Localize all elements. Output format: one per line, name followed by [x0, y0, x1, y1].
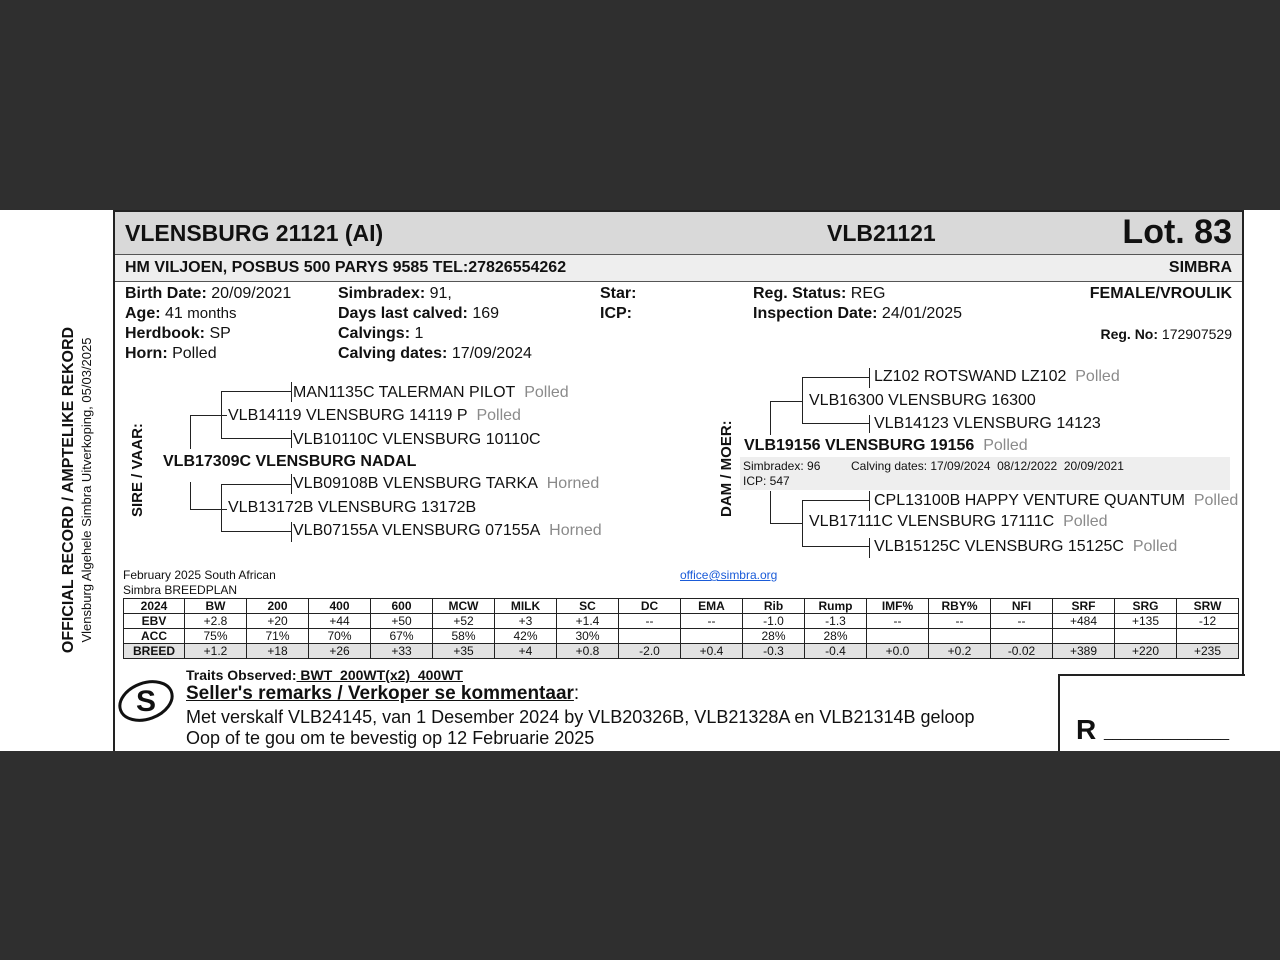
acc-cell	[681, 629, 743, 644]
sire-dam: VLB13172B VLENSBURG 13172B	[228, 499, 477, 516]
acc-cell: 42%	[495, 629, 557, 644]
breed-cell: +220	[1115, 644, 1177, 659]
simbradex: Simbradex: 91,	[338, 285, 452, 302]
acc-cell: 28%	[805, 629, 867, 644]
breed-cell: +35	[433, 644, 495, 659]
ebv-header-row	[124, 599, 1239, 614]
ebv-row	[124, 614, 1239, 629]
acc-cell	[1053, 629, 1115, 644]
dam-dam-sire: CPL13100B HAPPY VENTURE QUANTUM Polled	[874, 492, 1239, 509]
acc-cell: 75%	[185, 629, 247, 644]
breed-cell: -0.4	[805, 644, 867, 659]
dam-simbradex: Simbradex: 96	[743, 459, 821, 473]
col-header: 400	[309, 599, 371, 614]
acc-cell: 58%	[433, 629, 495, 644]
owner-info: HM VILJOEN, POSBUS 500 PARYS 9585 TEL:27826554262	[125, 259, 567, 276]
reg-status: Reg. Status: REG	[753, 285, 886, 302]
acc-cell	[1115, 629, 1177, 644]
col-header: MILK	[495, 599, 557, 614]
breed-cell: -0.02	[991, 644, 1053, 659]
dam-sire-sire: LZ102 ROTSWAND LZ102 Polled	[874, 368, 1120, 385]
price-blank[interactable]: _______________	[1104, 724, 1230, 741]
acc-row	[124, 629, 1239, 644]
col-header: SC	[557, 599, 619, 614]
acc-cell	[1177, 629, 1239, 644]
col-header: IMF%	[867, 599, 929, 614]
remarks-line1: Met verskalf VLB24145, van 1 Desember 2024 by VLB20326B, VLB21328A en VLB21314B geloop	[186, 707, 975, 727]
icp-label: ICP:	[600, 305, 632, 322]
row-label: BREED	[124, 644, 185, 659]
breedplan-line2: Simbra BREEDPLAN	[123, 583, 238, 597]
calving-dates: Calving dates: 17/09/2024	[338, 345, 532, 362]
col-header: EMA	[681, 599, 743, 614]
sire-dam-dam: VLB07155A VLENSBURG 07155A Horned	[293, 522, 602, 539]
ebv-cell: --	[867, 614, 929, 629]
ebv-cell: +3	[495, 614, 557, 629]
simbra-logo-icon	[116, 678, 176, 724]
col-header: 600	[371, 599, 433, 614]
age: Age: 41 months	[125, 305, 237, 322]
col-header: SRW	[1177, 599, 1239, 614]
breed-name: SIMBRA	[1168, 259, 1232, 276]
animal-code: VLB21121	[827, 220, 936, 246]
sire-dam-sire: VLB09108B VLENSBURG TARKA Horned	[293, 475, 600, 492]
ebv-cell: +2.8	[185, 614, 247, 629]
horn-status: Horn: Polled	[125, 345, 217, 362]
ebv-year: 2024	[124, 599, 185, 614]
acc-cell	[867, 629, 929, 644]
sire-name: VLB17309C VLENSBURG NADAL	[163, 453, 417, 470]
owner-bar	[115, 255, 1242, 282]
star-label: Star:	[600, 285, 637, 302]
col-header: 200	[247, 599, 309, 614]
breed-cell: -2.0	[619, 644, 681, 659]
dam-sire: VLB16300 VLENSBURG 16300	[809, 392, 1036, 409]
ebv-cell: --	[681, 614, 743, 629]
breed-cell: +18	[247, 644, 309, 659]
breed-cell: -0.3	[743, 644, 805, 659]
birth-date: Birth Date: 20/09/2021	[125, 285, 292, 302]
ebv-cell: +20	[247, 614, 309, 629]
sire-sire-dam: VLB10110C VLENSBURG 10110C	[293, 431, 541, 448]
ebv-cell: +52	[433, 614, 495, 629]
herdbook: Herdbook: SP	[125, 325, 231, 342]
catalogue-sheet	[0, 210, 1280, 751]
animal-name: VLENSBURG 21121 (AI)	[125, 220, 384, 246]
card-left-border	[113, 674, 115, 751]
breedplan-line1: February 2025 South African	[123, 568, 276, 582]
acc-cell: 70%	[309, 629, 371, 644]
breed-cell: +4	[495, 644, 557, 659]
dam-sire-dam: VLB14123 VLENSBURG 14123	[874, 415, 1101, 432]
price-symbol: R	[1076, 714, 1097, 745]
breed-cell: +26	[309, 644, 371, 659]
ebv-cell: -1.3	[805, 614, 867, 629]
ebv-cell: +44	[309, 614, 371, 629]
col-header: Rib	[743, 599, 805, 614]
acc-cell: 30%	[557, 629, 619, 644]
remarks-line2: Oop of te gou om te bevestig op 12 Februarie 2025	[186, 728, 595, 748]
sire-sire: VLB14119 VLENSBURG 14119 P Polled	[228, 407, 521, 424]
dam-calving-dates: Calving dates: 17/09/2024 08/12/2022 20/09/2021	[851, 459, 1124, 473]
dam-details	[740, 457, 1230, 490]
breed-cell: +389	[1053, 644, 1115, 659]
ebv-cell: +50	[371, 614, 433, 629]
ebv-table	[123, 598, 1239, 659]
dam-dam: VLB17111C VLENSBURG 17111C Polled	[809, 513, 1108, 530]
ebv-cell: -12	[1177, 614, 1239, 629]
ebv-cell: --	[991, 614, 1053, 629]
col-header: RBY%	[929, 599, 991, 614]
breed-cell: +235	[1177, 644, 1239, 659]
sire-sire-sire: MAN1135C TALERMAN PILOT Polled	[293, 384, 569, 401]
calvings: Calvings: 1	[338, 325, 424, 342]
ebv-cell: --	[619, 614, 681, 629]
col-header: NFI	[991, 599, 1053, 614]
acc-cell	[619, 629, 681, 644]
row-label: ACC	[124, 629, 185, 644]
col-header: DC	[619, 599, 681, 614]
col-header: Rump	[805, 599, 867, 614]
sex: FEMALE/VROULIK	[1089, 285, 1232, 302]
breed-cell: +33	[371, 644, 433, 659]
dam-label: DAM / MOER:	[718, 420, 735, 517]
days-last-calved: Days last calved: 169	[338, 305, 500, 322]
acc-cell	[991, 629, 1053, 644]
animal-card	[113, 210, 1244, 674]
lot-number: Lot. 83	[1122, 213, 1232, 251]
side-label	[60, 290, 100, 690]
breed-cell: +0.2	[929, 644, 991, 659]
traits-observed: Traits Observed: BWT 200WT(x2) 400WT	[186, 667, 463, 683]
row-label: EBV	[124, 614, 185, 629]
dam-icp: ICP: 547	[743, 474, 790, 488]
ebv-cell: +135	[1115, 614, 1177, 629]
breed-cell: +1.2	[185, 644, 247, 659]
acc-cell: 71%	[247, 629, 309, 644]
breed-cell: +0.0	[867, 644, 929, 659]
price-box	[1058, 674, 1245, 751]
dam-name: VLB19156 VLENSBURG 19156 Polled	[744, 437, 1028, 454]
email-link[interactable]: office@simbra.org	[680, 568, 778, 582]
side-subtitle: Vlensburg Algehele Simbra Uitverkoping, 05/03/2025	[79, 337, 94, 643]
ebv-cell: -1.0	[743, 614, 805, 629]
col-header: SRG	[1115, 599, 1177, 614]
breed-row	[124, 644, 1239, 659]
ebv-cell: +1.4	[557, 614, 619, 629]
ebv-cell: --	[929, 614, 991, 629]
ebv-cell: +484	[1053, 614, 1115, 629]
remarks-heading: Seller's remarks / Verkoper se kommentaar:	[186, 683, 580, 704]
svg-text:S: S	[135, 685, 157, 718]
reg-number: Reg. No: 172907529	[1100, 326, 1232, 342]
col-header: BW	[185, 599, 247, 614]
side-title: OFFICIAL RECORD / AMPTELIKE REKORD	[60, 326, 77, 654]
inspection-date: Inspection Date: 24/01/2025	[753, 305, 962, 322]
sire-label: SIRE / VAAR:	[129, 423, 146, 517]
acc-cell: 67%	[371, 629, 433, 644]
acc-cell	[929, 629, 991, 644]
col-header: SRF	[1053, 599, 1115, 614]
header-bar	[115, 212, 1242, 255]
breed-cell: +0.4	[681, 644, 743, 659]
acc-cell: 28%	[743, 629, 805, 644]
col-header: MCW	[433, 599, 495, 614]
dam-dam-dam: VLB15125C VLENSBURG 15125C Polled	[874, 538, 1178, 555]
breed-cell: +0.8	[557, 644, 619, 659]
